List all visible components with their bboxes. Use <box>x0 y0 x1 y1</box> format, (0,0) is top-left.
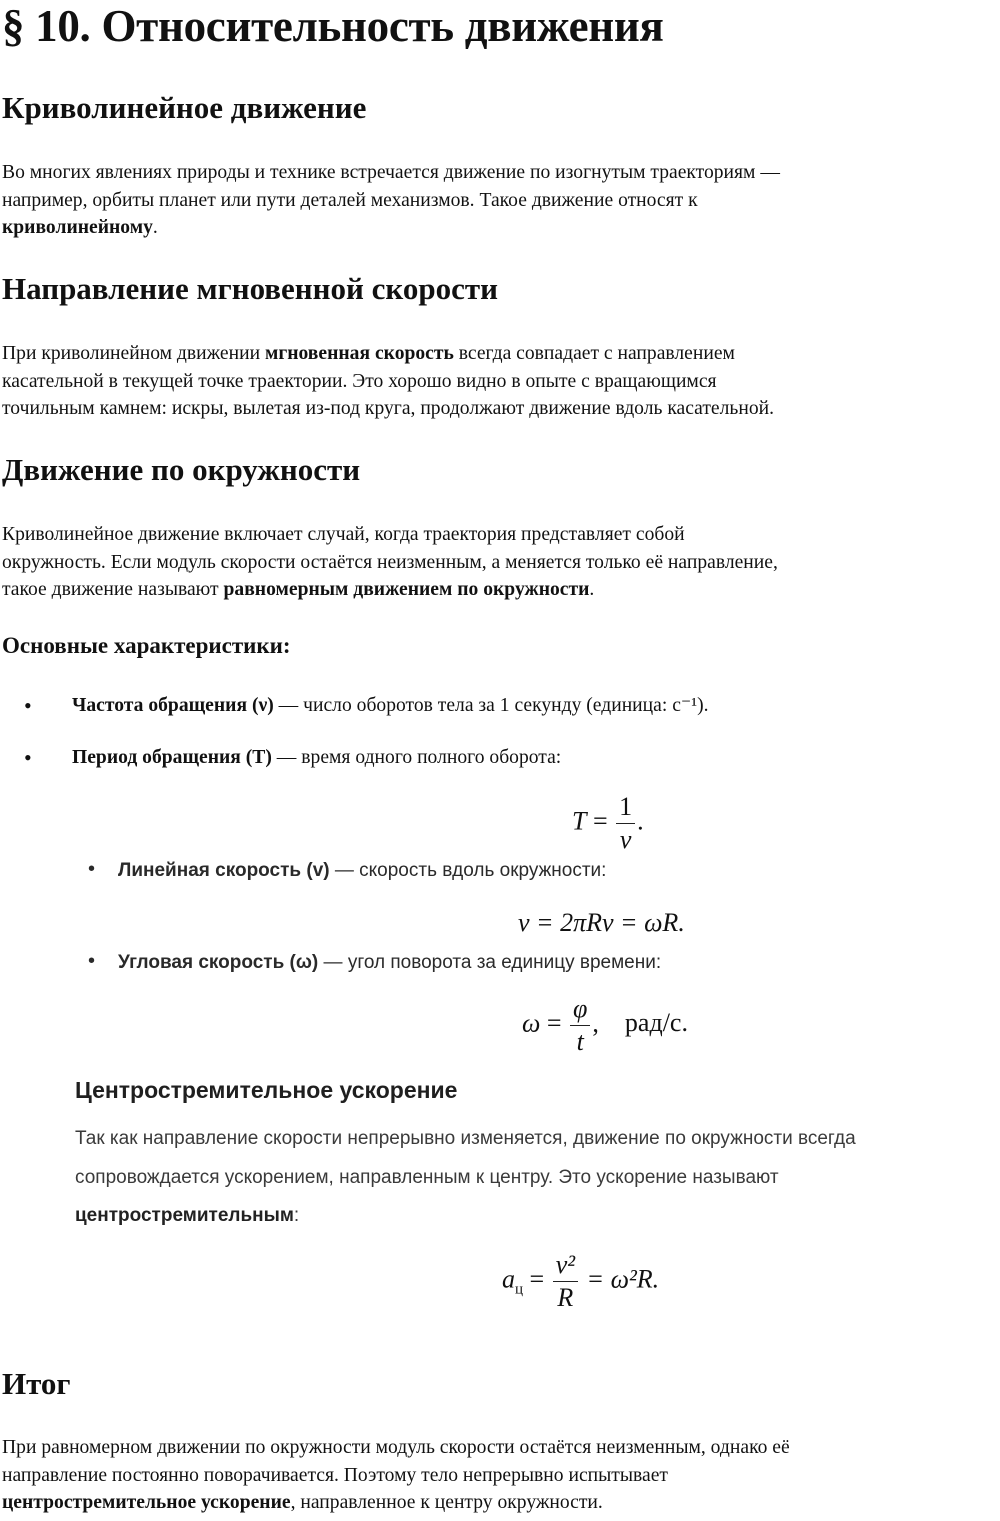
text-line: При равномерном движении по окружности модуль скорости остаётся неизменным, однако её <box>2 1437 790 1458</box>
text-line: Криволинейное движение включает случай, когда траектория представляет собой <box>2 524 685 545</box>
text-line: Так как направление скорости непрерывно изменяется, движение по окружности всегда <box>75 1128 856 1149</box>
text-line: центростремительным: <box>75 1205 300 1226</box>
bold-term: Частота обращения (ν) <box>72 695 274 716</box>
bullet-dot: • <box>88 858 96 880</box>
heading-summary: Итог <box>2 1366 71 1401</box>
bold-term: мгновенная скорость <box>264 343 454 364</box>
formula-period: T = $\frac{1}{\nu}$ . <box>572 792 644 854</box>
heading-circular: Движение по окружности <box>2 452 361 487</box>
bullet-dot: • <box>24 693 32 718</box>
paragraph-velocity-direction <box>2 340 997 423</box>
bullet-dot: • <box>88 950 96 972</box>
page-title: § 10. Относительность движения <box>2 1 664 51</box>
list-item-frequency: • Частота обращения (ν) — число оборотов тела за 1 секунду (единица: с⁻¹). <box>24 693 709 718</box>
formula-centripetal: $a_ц$ = $\frac{\text{v²}}{R}$ = ω²R. <box>502 1250 660 1312</box>
text-line: При криволинейном движении мгновенная скорость всегда совпадает с направлением <box>2 343 735 364</box>
text-line: направление постоянно поворачивается. Поэтому тело непрерывно испытывает <box>2 1464 668 1486</box>
bold-term: Линейная скорость (v) <box>118 860 330 881</box>
text-line: такое движение называют равномерным движением по окружности. <box>2 579 595 600</box>
list-item-period: • Период обращения (T) — время одного полного оборота: <box>24 745 562 770</box>
text-line: центростремительное ускорение, направленное к центру окружности. <box>2 1492 603 1513</box>
text-line: сопровождается ускорением, направленным к центру. Это ускорение называют <box>75 1166 779 1188</box>
text-line: Во многих явлениях природы и технике встречается движение по изогнутым траекториям — <box>2 162 780 183</box>
list-item-linear-speed: • Линейная скорость (v) — скорость вдоль окружности: <box>88 858 607 881</box>
bold-term: центростремительным <box>75 1205 294 1226</box>
paragraph-curvilinear <box>2 159 997 242</box>
text-line: например, орбиты планет или пути деталей механизмов. Такое движение относят к <box>2 189 698 211</box>
text-line: точильным камнем: искры, вылетая из-под круга, продолжают движение вдоль касательной. <box>2 398 775 419</box>
bold-term: Период обращения (T) <box>72 747 272 768</box>
heading-centripetal: Центростремительное ускорение <box>75 1077 458 1103</box>
heading-velocity-direction: Направление мгновенной скорости <box>2 271 498 306</box>
bold-term: криволинейному <box>2 217 153 238</box>
bold-term: центростремительное ускорение <box>2 1492 291 1513</box>
paragraph-summary <box>2 1434 997 1517</box>
bold-term: равномерным движением по окружности <box>223 579 590 600</box>
bullet-dot: • <box>24 745 32 770</box>
text-line: окружность. Если модуль скорости остаётся неизменным, а меняется только её направление, <box>2 551 778 573</box>
text-line: касательной в текущей точке траектории. Это хорошо видно в опыте с вращающимся <box>2 370 717 392</box>
paragraph-circular <box>2 521 997 604</box>
paragraph-centripetal <box>75 1120 1000 1236</box>
formula-angular-speed: ω = $\frac{\varphi}{t}$ , рад/с. <box>522 994 688 1056</box>
heading-curvilinear: Криволинейное движение <box>2 90 367 125</box>
text-line: криволинейному. <box>2 217 158 238</box>
bold-term: Угловая скорость (ω) <box>118 952 319 973</box>
formula-linear-speed: v = 2πRν = ωR. <box>518 908 685 937</box>
heading-characteristics: Основные характеристики: <box>2 633 291 658</box>
unit-label: рад/с. <box>624 1008 688 1038</box>
list-item-angular-speed: • Угловая скорость (ω) — угол поворота за единицу времени: <box>88 950 662 973</box>
